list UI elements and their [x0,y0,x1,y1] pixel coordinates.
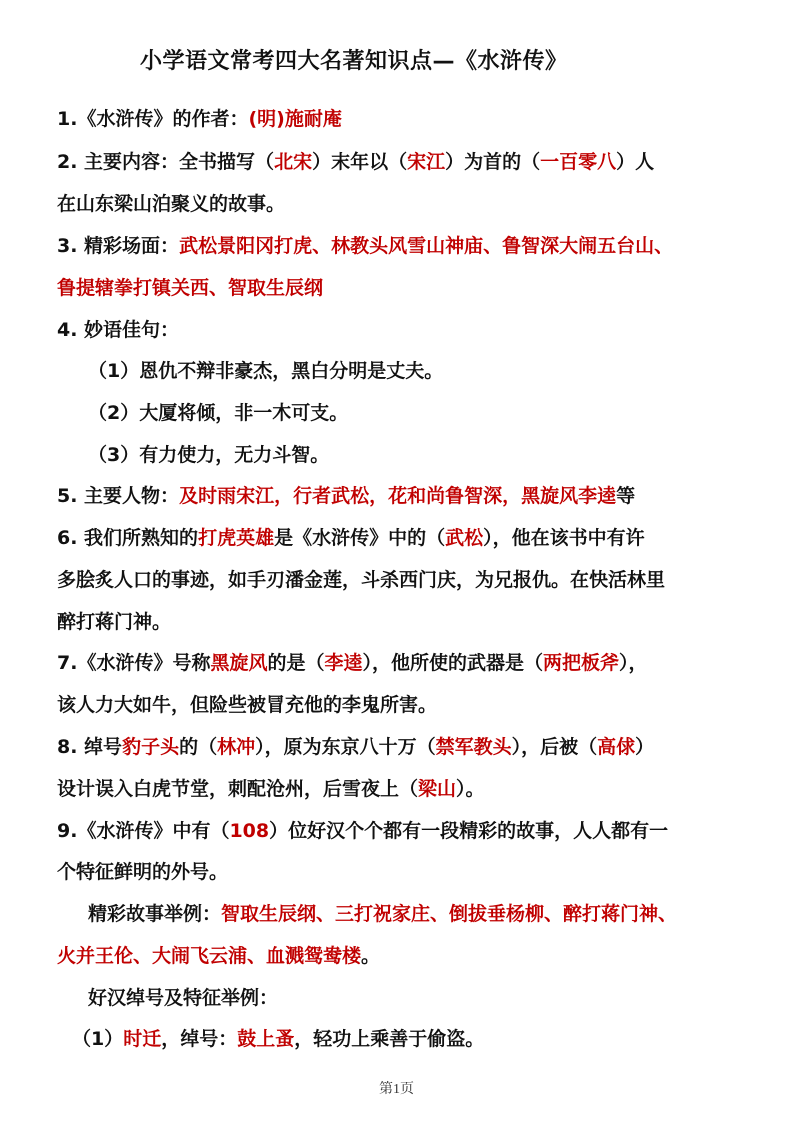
item-5-characters [57,484,635,508]
item-7-line1 [57,651,648,675]
text: ）末年以（ [312,151,408,173]
answer: 梁山 [418,778,457,800]
answer: 及时雨宋江，行者武松，花和尚鲁智深，黑旋风李逵 [179,485,617,507]
text: 6. 我们所熟知的 [57,527,199,549]
text: ）。 [456,778,485,800]
stories-line1 [88,902,677,926]
text: ）， [619,652,648,674]
answer: 时迁 [123,1028,162,1050]
answer: 打虎英雄 [198,527,275,549]
item-1-author [57,107,342,131]
answer: 火并王伦、大闹飞云浦、血溅鸳鸯楼 [57,945,362,967]
answer: (明)施耐庵 [248,108,342,130]
quote-2: （2）大厦将倾，非一木可支。 [88,402,349,424]
text: ）人 [616,151,655,173]
label: 3. 精彩场面： [57,235,180,257]
item-6-line3: 醉打蒋门神。 [57,611,172,633]
item-6-line1 [57,526,645,550]
answer: 108 [229,820,270,842]
item-9-line2: 个特征鲜明的外号。 [57,861,229,883]
answer: 智取生辰纲、三打祝家庄、倒拔垂杨柳、醉打蒋门神、 [221,903,678,925]
label: 5. 主要人物： [57,485,180,507]
label: 精彩故事举例： [88,903,222,925]
label: 1.《水浒传》的作者： [57,108,249,130]
quote-1: （1）恩仇不辩非豪杰，黑白分明是丈夫。 [88,360,444,382]
text: 的是（ [267,652,325,674]
answer: 北宋 [274,151,313,173]
text: ），原为东京八十万（ [255,736,436,758]
item-2-content-line1 [57,150,654,174]
answer: 武松景阳冈打虎、林教头风雪山神庙、鲁智深大闹五台山、 [179,235,674,257]
item-7-line2: 该人力大如牛，但险些被冒充他的李鬼所害。 [57,694,438,716]
item-3-scenes-line2: 鲁提辖拳打镇关西、智取生辰纲 [57,277,324,299]
answer: 鼓上蚤 [237,1028,295,1050]
answer: 黑旋风 [210,652,268,674]
text: ）为首的（ [445,151,541,173]
text: ），后被（ [511,736,598,758]
item-9-line1 [57,819,668,843]
text: 9.《水浒传》中有（ [57,820,230,842]
item-8-line1 [57,735,654,759]
text: 等 [616,485,636,507]
answer: 武松 [445,527,484,549]
nickname-example-1 [72,1027,484,1051]
text: 2. 主要内容：全书描写（ [57,151,275,173]
answer: 禁军教头 [435,736,512,758]
page-number: 第1页 [379,1082,414,1097]
text: 的（ [179,736,218,758]
text: 7.《水浒传》号称 [57,652,211,674]
answer: 高俅 [597,736,636,758]
text: 。 [361,945,381,967]
text: （1） [72,1028,124,1050]
text: ），他在该书中有许 [483,527,645,549]
item-6-line2: 多脍炙人口的事迹，如手刃潘金莲，斗杀西门庆，为兄报仇。在快活林里 [57,569,666,591]
text: ，轻功上乘善于偷盗。 [294,1028,485,1050]
item-4-quotes-heading: 4. 妙语佳句： [57,319,180,341]
item-3-scenes-line1 [57,234,673,258]
text: 8. 绰号 [57,736,123,758]
text: 设计误入白虎节堂，刺配沧州，后雪夜上（ [57,778,419,800]
text: ），他所使的武器是（ [362,652,544,674]
stories-line2 [57,944,380,968]
text: ） [635,736,655,758]
answer: 李逵 [324,652,363,674]
answer: 林冲 [217,736,256,758]
quote-3: （3）有力使力，无力斗智。 [88,444,330,466]
text: 是《水浒传》中的（ [274,527,446,549]
item-2-content-line2: 在山东梁山泊聚义的故事。 [57,193,286,215]
nicknames-heading: 好汉绰号及特征举例： [88,987,279,1009]
item-8-line2 [57,777,485,801]
text: ）位好汉个个都有一段精彩的故事，人人都有一 [269,820,669,842]
text: ，绰号： [161,1028,238,1050]
answer: 宋江 [407,151,446,173]
answer: 两把板斧 [543,652,620,674]
answer: 豹子头 [122,736,180,758]
page-title: 小学语文常考四大名著知识点—《水浒传》 [140,49,568,74]
answer: 一百零八 [540,151,617,173]
